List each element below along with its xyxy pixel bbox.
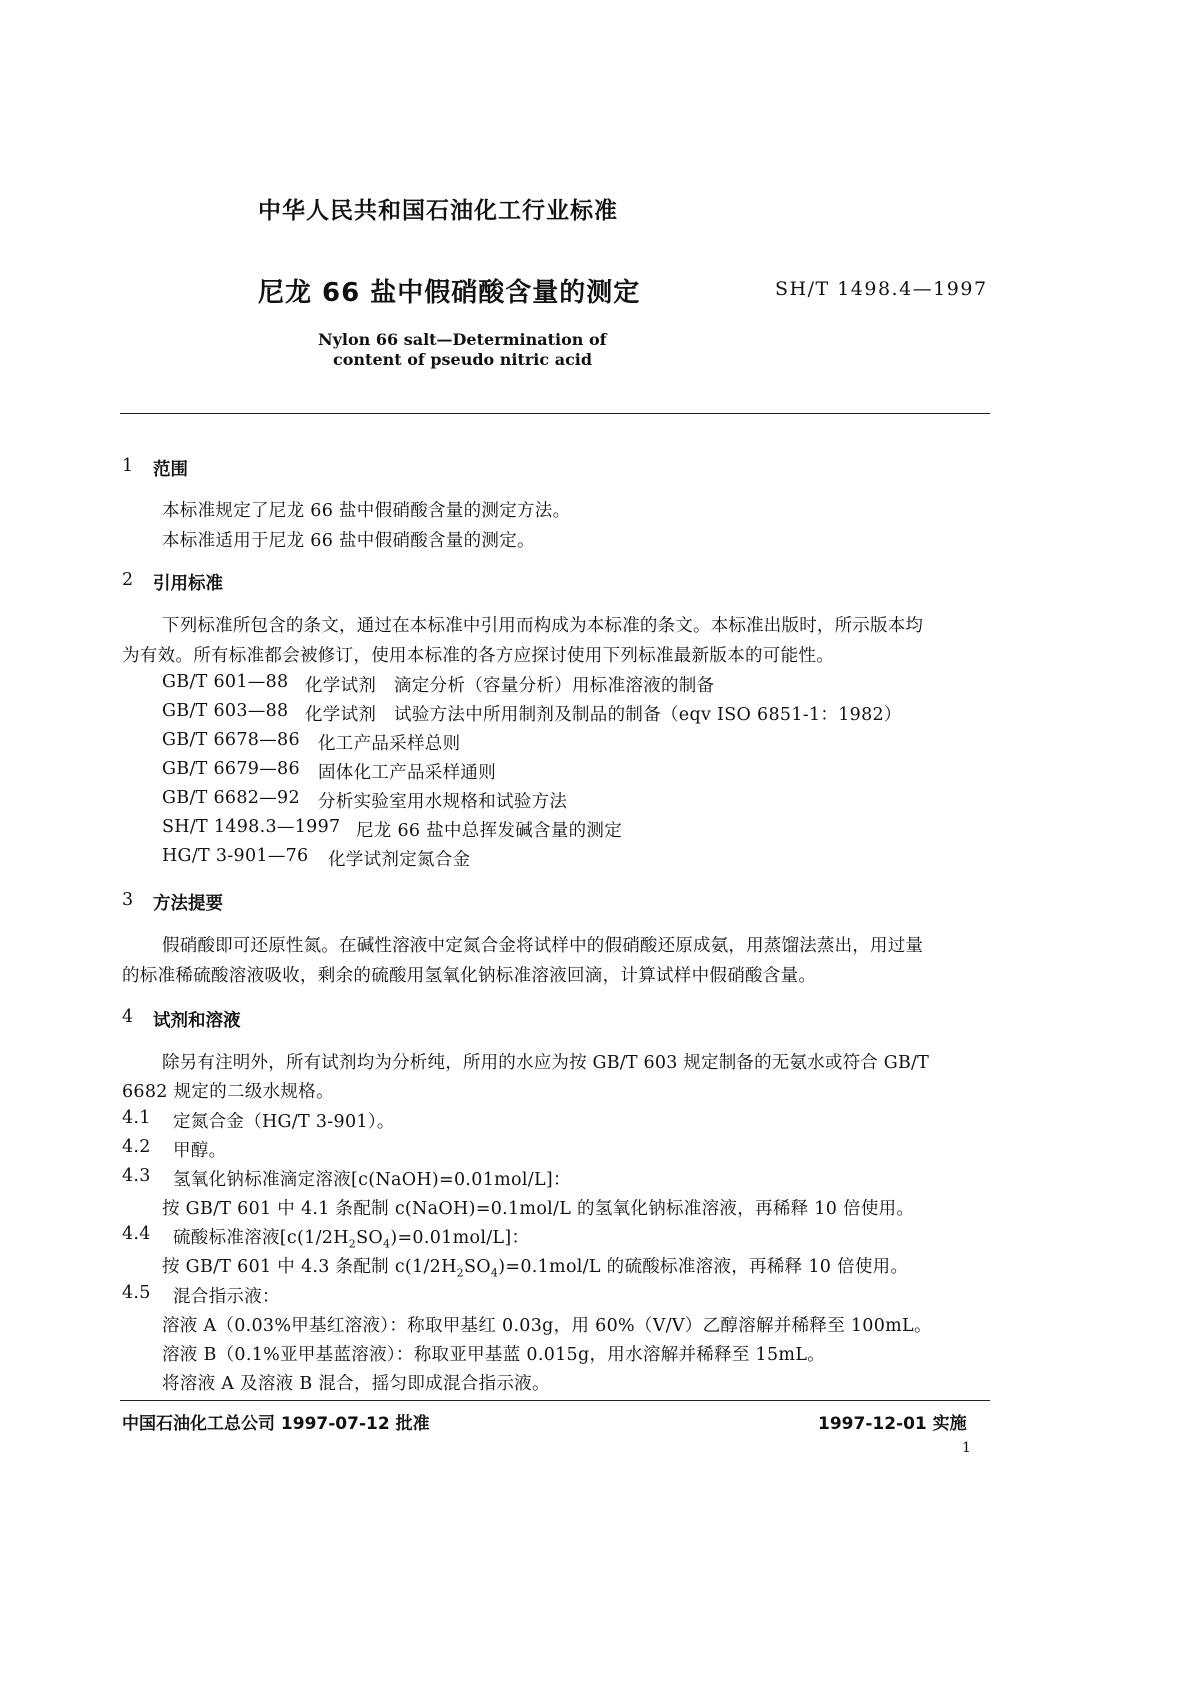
section-1-title: 范围: [153, 460, 188, 480]
header-rule: [120, 413, 990, 414]
item-4-1-number: 4.1: [122, 1108, 151, 1128]
item-4-3-number: 4.3: [122, 1166, 151, 1186]
effective-date-line: 1997-12-01 实施: [818, 1414, 967, 1434]
section-3-paragraph-line-1: 假硝酸即可还原性氮。在碱性溶液中定氮合金将试样中的假硝酸还原成氨，用蒸馏法蒸出，用过量: [162, 936, 924, 956]
section-2-title: 引用标准: [153, 574, 223, 594]
reference-code: GB/T 6678—86: [162, 730, 300, 750]
reference-title: 化学试剂 试验方法中所用制剂及制品的制备（eqv ISO 6851-1：1982）: [305, 705, 902, 725]
item-4-5-text: 混合指示液：: [173, 1287, 280, 1307]
section-4-title: 试剂和溶液: [153, 1011, 241, 1031]
section-1-paragraph-1: 本标准规定了尼龙 66 盐中假硝酸含量的测定方法。: [162, 501, 571, 521]
reference-title: 化工产品采样总则: [318, 734, 461, 754]
standard-number: SH/T 1498.4—1997: [775, 278, 988, 300]
item-4-3-text: 氢氧化钠标准滴定溶液[c(NaOH)=0.01mol/L]：: [173, 1170, 571, 1190]
footer-rule: [120, 1400, 990, 1401]
reference-title: 化学试剂 滴定分析（容量分析）用标准溶液的制备: [305, 676, 715, 696]
section-4-number: 4: [122, 1007, 134, 1027]
reference-code: GB/T 6679—86: [162, 759, 300, 779]
item-4-4-instruction: 按 GB/T 601 中 4.3 条配制 $c(1/2H_2SO_4)=0.1mol/L$ 的硫酸标准溶液，再稀释 10 倍使用。: [162, 1257, 909, 1280]
item-4-2-text: 甲醇。: [173, 1141, 227, 1161]
reference-title: 化学试剂定氮合金: [328, 850, 471, 870]
item-4-3-instruction: 按 GB/T 601 中 4.1 条配制 c(NaOH)=0.1mol/L 的氢氧化钠标准溶液，再稀释 10 倍使用。: [162, 1199, 915, 1219]
document-title: 尼龙 66 盐中假硝酸含量的测定: [258, 278, 641, 308]
item-4-1-text: 定氮合金（HG/T 3-901）。: [173, 1112, 395, 1132]
section-3-title: 方法提要: [153, 894, 223, 914]
solution-a-line: 溶液 A（0.03%甲基红溶液）：称取甲基红 0.03g，用 60%（V/V）乙醇溶解并稀释至 100mL。: [162, 1316, 932, 1336]
section-3-paragraph-line-2: 的标准稀硫酸溶液吸收，剩余的硫酸用氢氧化钠标准溶液回滴，计算试样中假硝酸含量。: [122, 966, 817, 986]
reference-code: GB/T 6682—92: [162, 788, 300, 808]
solution-b-line: 溶液 B（0.1%亚甲基蓝溶液）：称取亚甲基蓝 0.015g，用水溶解并稀释至 15mL。: [162, 1345, 826, 1365]
section-4-paragraph-line-1: 除另有注明外，所有试剂均为分析纯，所用的水应为按 GB/T 603 规定制备的无氨水或符合 GB/T: [162, 1053, 929, 1073]
section-2-number: 2: [122, 570, 134, 590]
reference-code: SH/T 1498.3—1997: [162, 817, 341, 837]
reference-title: 固体化工产品采样通则: [318, 763, 496, 783]
item-4-4-text: 硫酸标准溶液$[c(1/2H_2SO_4)=0.01mol/L]$：: [173, 1228, 530, 1251]
org-title: 中华人民共和国石油化工行业标准: [258, 198, 618, 224]
section-4-paragraph-line-2: 6682 规定的二级水规格。: [122, 1082, 334, 1102]
english-title-line-2: content of pseudo nitric acid: [333, 350, 593, 369]
page-number: 1: [962, 1440, 971, 1456]
english-title-line-1: Nylon 66 salt—Determination of: [318, 330, 607, 349]
section-2-paragraph-line-2: 为有效。所有标准都会被修订，使用本标准的各方应探讨使用下列标准最新版本的可能性。: [122, 646, 834, 666]
section-1-number: 1: [122, 456, 134, 476]
item-4-5-number: 4.5: [122, 1283, 151, 1303]
mix-instruction-line: 将溶液 A 及溶液 B 混合，摇匀即成混合指示液。: [162, 1374, 550, 1394]
section-3-number: 3: [122, 890, 134, 910]
approval-line: 中国石油化工总公司 1997-07-12 批准: [122, 1414, 430, 1434]
section-1-paragraph-2: 本标准适用于尼龙 66 盐中假硝酸含量的测定。: [162, 531, 535, 551]
reference-title: 分析实验室用水规格和试验方法: [318, 792, 568, 812]
item-4-4-number: 4.4: [122, 1224, 151, 1244]
section-2-paragraph-line-1: 下列标准所包含的条文，通过在本标准中引用而构成为本标准的条文。本标准出版时，所示版本均: [162, 616, 924, 636]
reference-title: 尼龙 66 盐中总挥发碱含量的测定: [356, 821, 622, 841]
reference-code: HG/T 3-901—76: [162, 846, 309, 866]
reference-code: GB/T 603—88: [162, 701, 289, 721]
item-4-2-number: 4.2: [122, 1137, 151, 1157]
reference-code: GB/T 601—88: [162, 672, 289, 692]
